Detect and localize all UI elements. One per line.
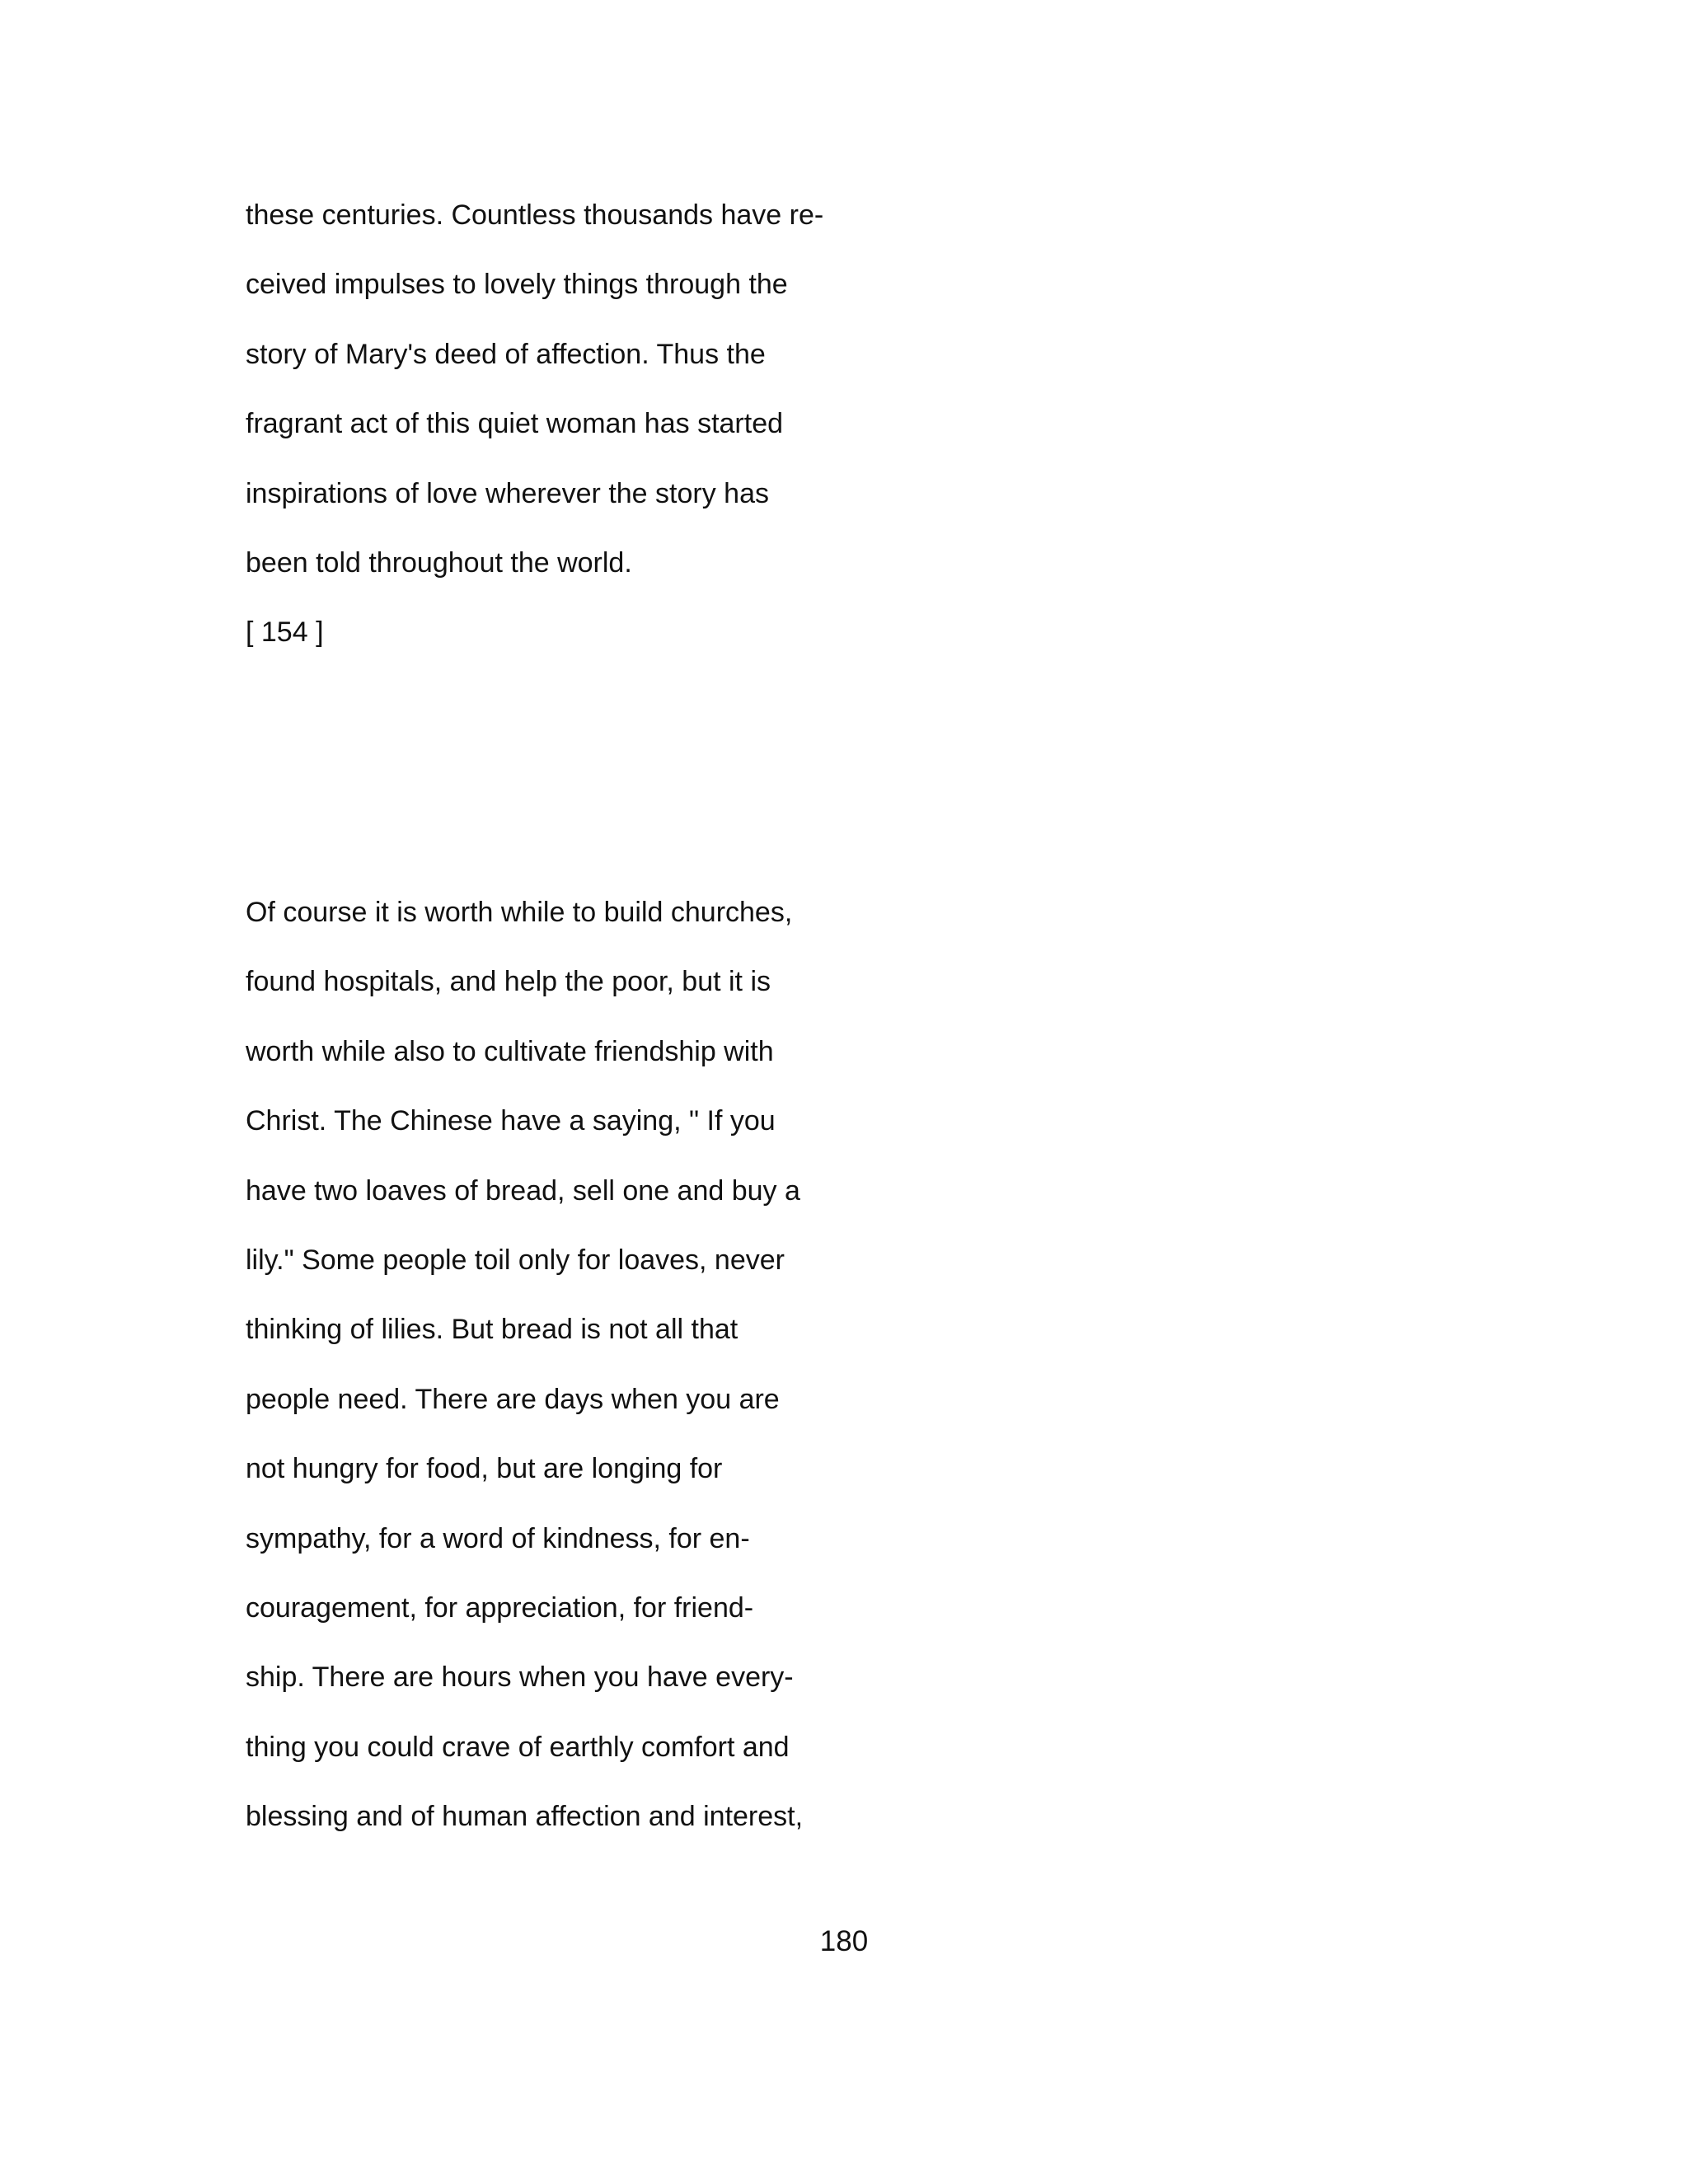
- text-line: have two loaves of bread, sell one and buy a: [246, 1174, 800, 1207]
- text-line: thing you could crave of earthly comfort and: [246, 1731, 790, 1763]
- text-line: found hospitals, and help the poor, but it is: [246, 966, 771, 998]
- text-line: couragement, for appreciation, for friend-: [246, 1591, 754, 1624]
- text-line: lily." Some people toil only for loaves, never: [246, 1244, 785, 1276]
- text-line: these centuries. Countless thousands have re-: [246, 199, 824, 231]
- text-line: thinking of lilies. But bread is not all that: [246, 1314, 738, 1346]
- text-line: not hungry for food, but are longing for: [246, 1453, 723, 1485]
- text-line: ceived impulses to lovely things through the: [246, 269, 788, 301]
- text-line: Of course it is worth while to build churches,: [246, 897, 793, 928]
- bottom-paragraph: [246, 878, 987, 1851]
- text-line: worth while also to cultivate friendship with: [246, 1035, 774, 1067]
- text-line: inspirations of love wherever the story has: [246, 477, 769, 509]
- text-line: sympathy, for a word of kindness, for en-: [246, 1522, 750, 1554]
- page-number: 180: [819, 1925, 869, 1957]
- text-line: fragrant act of this quiet woman has started: [246, 408, 784, 440]
- original-page-marker: [ 154 ]: [246, 616, 324, 649]
- top-paragraph: [246, 180, 987, 668]
- text-line: ship. There are hours when you have every-: [246, 1661, 794, 1694]
- text-line: Christ. The Chinese have a saying, " If you: [246, 1105, 776, 1137]
- text-line: blessing and of human affection and interest,: [246, 1801, 804, 1833]
- text-line: been told throughout the world.: [246, 546, 632, 579]
- text-line: people need. There are days when you are: [246, 1383, 780, 1415]
- text-line: story of Mary's deed of affection. Thus the: [246, 338, 766, 370]
